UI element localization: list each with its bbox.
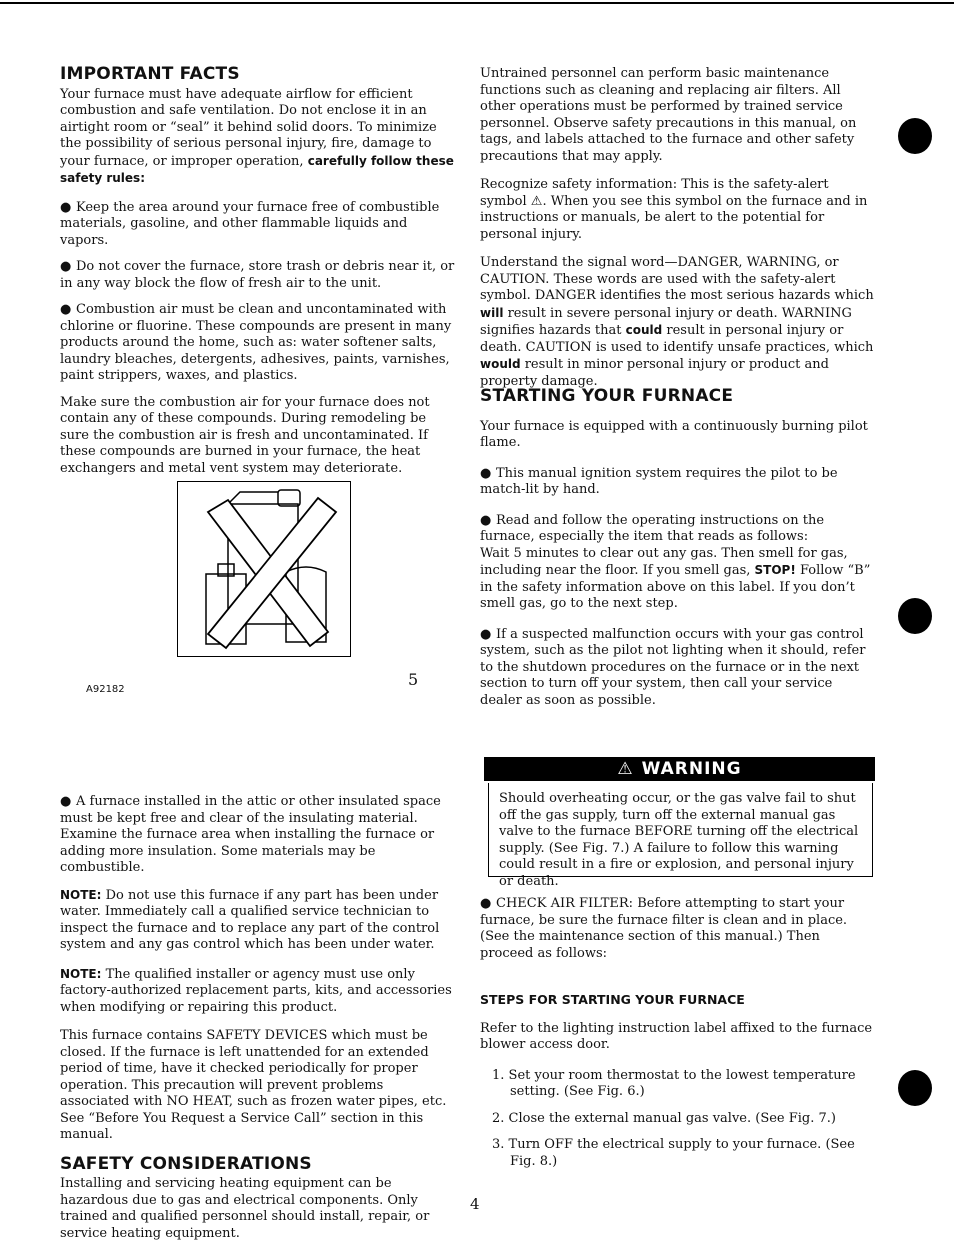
important-facts-intro: Your furnace must have adequate airflow for efficient combustion and safe ventilation. Do not enclose it in an airtight room or “seal” it behind solid doors. To minimize the possibility of serious personal injury, fire, damage to your furnace, or improper operation, carefully follow these safety rules: (60, 86, 454, 185)
figure-5-no-flammables-illustration (177, 481, 351, 657)
bullet-icon: ● (480, 465, 492, 481)
starting-section (480, 388, 875, 719)
bullet-icon: ● (60, 794, 72, 809)
starting-intro: Your furnace is equipped with a continuously burning pilot flame. (480, 418, 868, 450)
right-top-section (480, 66, 875, 402)
list-item: ● This manual ignition system requires the pilot to be match-lit by hand. (480, 465, 838, 497)
warning-body: Should overheating occur, or the gas valve fail to shut off the gas supply, turn off the external manual gas valve to the furnace BEFORE turning off the electrical supply. (See Fig. 7.) A failure to follow this warning could result in a fire or explosion, and personal injury or death. (488, 783, 873, 877)
safety-considerations-text: Installing and servicing heating equipment can be hazardous due to gas and electrical components. Only trained and qualified personnel should install, repair, or service heating equipment. (60, 1176, 430, 1241)
steps-heading: STEPS FOR STARTING YOUR FURNACE (480, 992, 745, 1007)
combustion-air-paragraph: Make sure the combustion air for your furnace does not contain any of these compounds. During remodeling be sure the combustion air is fresh and uncontaminated. If these compounds are burned in your furnace, the heat exchangers and metal vent system may deteriorate. (60, 394, 430, 476)
crossed-out-containers-icon (178, 482, 350, 656)
list-item: ● Combustion air must be clean and uncontaminated with chlorine or fluorine. These compounds are present in many products around the home, such as: water softener salts, laundry bleaches, detergents, adhesives, paints, varnishes, paint strippers, waxes, and plastics. (60, 302, 452, 383)
safety-considerations-heading: SAFETY CONSIDERATIONS (60, 1153, 312, 1174)
bullet-icon: ● (60, 302, 72, 317)
figure-number: 5 (408, 670, 419, 689)
maintenance-paragraph: Untrained personnel can perform basic maintenance functions such as cleaning and replacing air filters. All other operations must be performed by trained service personnel. Observe safety precautions in this manual, on tags, and labels attached to the furnace and other safety precautions that may apply. (480, 66, 857, 164)
list-item: ● Keep the area around your furnace free of combustible materials, gasoline, and other flammable liquids and vapors. (60, 199, 440, 248)
note-parts: NOTE: The qualified installer or agency must use only factory-authorized replacement parts, kits, and accessories when modifying or repairing this product. (60, 966, 452, 1015)
list-item: ● Do not cover the furnace, store trash or debris near it, or in any way block the flow of fresh air to the unit. (60, 259, 455, 291)
bullet-icon: ● (480, 626, 492, 642)
safety-alert-icon: ⚠ (530, 193, 543, 209)
list-item: ● Read and follow the operating instructions on the furnace, especially the item that reads as follows: (480, 512, 825, 544)
important-facts-heading: IMPORTANT FACTS (60, 64, 240, 84)
starting-heading: STARTING YOUR FURNACE (480, 386, 734, 406)
list-item: ● CHECK AIR FILTER: Before attempting to start your furnace, be sure the furnace filter is clean and in place. (See the maintenance section of this manual.) Then proceed as follows: (480, 896, 848, 961)
page-number: 4 (470, 1195, 480, 1213)
important-facts-section (60, 66, 455, 489)
margin-bullet-mark (898, 118, 932, 154)
safety-alert-paragraph: Recognize safety information: This is the safety-alert symbol ⚠. When you see this symbol on the furnace and in instructions or manuals, be alert to the potential for personal injury. (480, 177, 868, 242)
bullet-icon: ● (480, 896, 492, 911)
note-water: NOTE: Do not use this furnace if any part has been under water. Immediately call a qualified service technician to inspect the furnace and to replace any part of the control system and any gas control which has been under water. (60, 887, 440, 952)
step-item: 3. Turn OFF the electrical supply to your furnace. (See Fig. 8.) (492, 1137, 855, 1169)
step-item: 1. Set your room thermostat to the lowest temperature setting. (See Fig. 6.) (492, 1067, 856, 1099)
margin-bullet-mark (898, 598, 932, 634)
left-lower-section (60, 794, 455, 1254)
safety-devices-paragraph: This furnace contains SAFETY DEVICES which must be closed. If the furnace is left unattended for an extended period of time, have it checked periodically for proper operation. This precaution will prevent problems associated with NO HEAT, such as frozen water pipes, etc. See “Before You Request a Service Call” section in this manual. (60, 1028, 447, 1142)
bullet-icon: ● (60, 199, 72, 215)
signal-word-paragraph: Understand the signal word—DANGER, WARNING, or CAUTION. These words are used with the safety-alert symbol. DANGER identifies the most serious hazards which will result in severe personal injury or death. WARNING signifies hazards that could result in personal injury or death. CAUTION is used to identify unsafe practices, which would result in minor personal injury or product and property damage. (480, 255, 874, 389)
list-item: ● A furnace installed in the attic or other insulated space must be kept free and clear of the insulating material. Examine the furnace area when installing the furnace or adding more insulation. Some materials may be combustible. (60, 794, 441, 875)
bullet-icon: ● (60, 259, 72, 274)
safety-rules-emphasis: carefully follow these safety rules: (60, 153, 454, 185)
warning-header: ⚠ WARNING (484, 757, 875, 781)
steps-intro: Refer to the lighting instruction label affixed to the furnace blower access door. (480, 1020, 873, 1052)
warning-triangle-icon: ⚠ (617, 758, 634, 779)
figure-code: A92182 (86, 684, 125, 695)
margin-bullet-mark (898, 1070, 932, 1106)
list-item: ● If a suspected malfunction occurs with your gas control system, such as the pilot not lighting when it should, refer to the shutdown procedures on the furnace or in the next section to turn off your system, then call your service dealer as soon as possible. (480, 626, 866, 708)
step-item: 2. Close the external manual gas valve. (See Fig. 7.) (492, 1110, 836, 1126)
top-rule (0, 2, 954, 4)
bullet-icon: ● (480, 512, 492, 528)
right-lower-section (480, 896, 875, 1180)
wait-instruction: Wait 5 minutes to clear out any gas. Then smell for gas, including near the floor. If you smell gas, STOP! Follow “B” in the safety information above on this label. If you don’t smell gas, go to the next step. (480, 545, 871, 611)
